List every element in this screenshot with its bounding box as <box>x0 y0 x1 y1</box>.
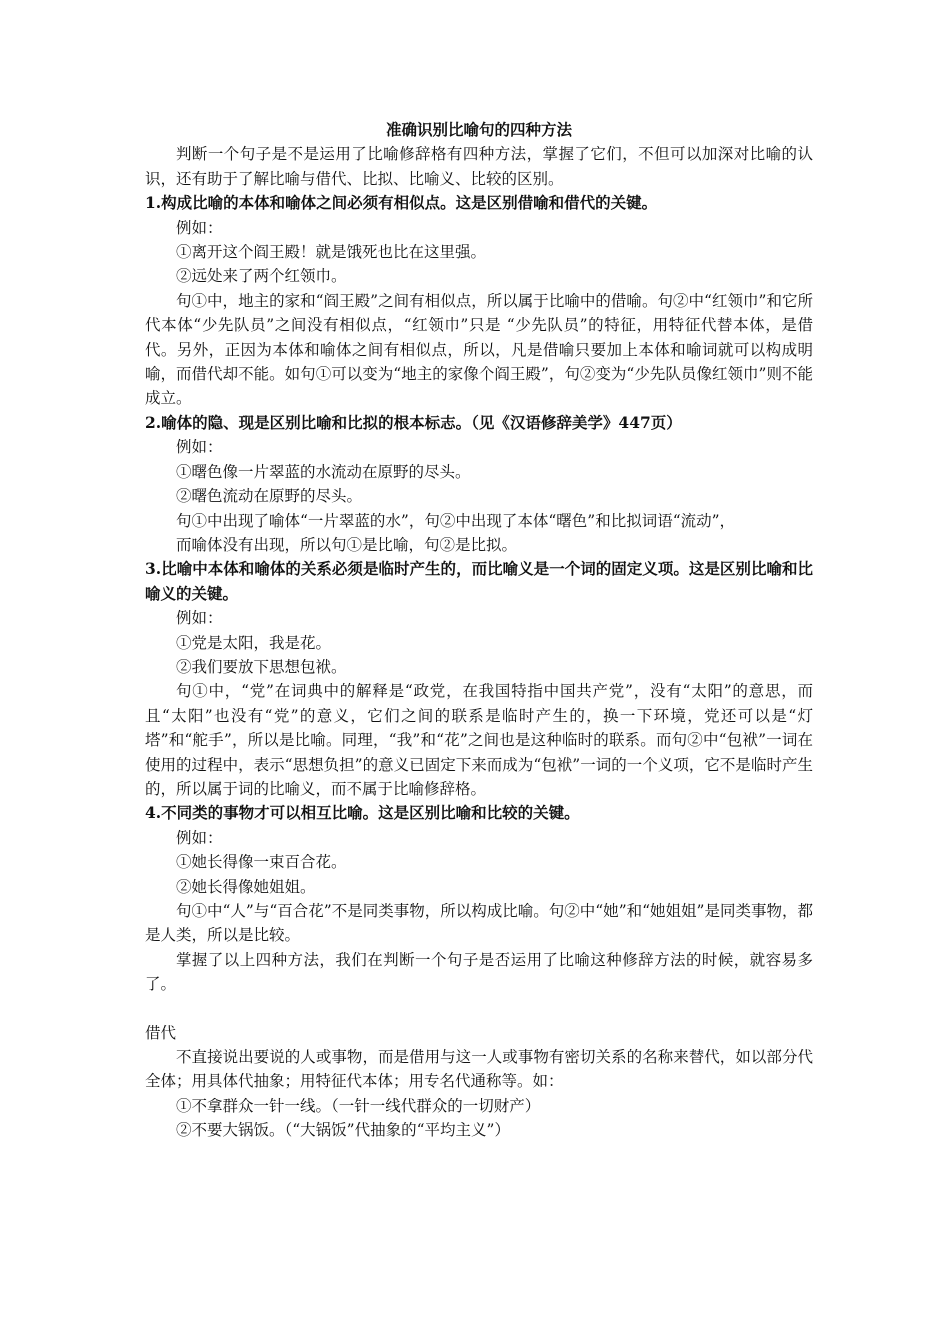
section-1-example-2: ②远处来了两个红领巾。 <box>176 267 347 286</box>
section-1-example-label: 例如： <box>176 218 223 237</box>
jiedai-example-1: ①不拿群众一针一线。（一针一线代群众的一切财产） <box>176 1096 541 1115</box>
section-3-analysis: 句①中，“党”在词典中的解释是“政党，在我国特指中国共产党”，没有“太阳”的意思，而且“太阳”也没有“党”的意义，它们之间的联系是临时产生的，换一下环境，党还可以是“灯塔”和“舵手”，所以是比喻。同理，“我”和“花”之间也是这种临时的联系。而句②中“包袱”一词在使用的过程中，表示“思想负担”的意义已固定下来而成为“包袱”一词的一个义项，它不是临时产生的，所以属于词的比喻义，而不属于比喻修辞格。 <box>145 682 813 798</box>
section-3-example-2: ②我们要放下思想包袱。 <box>176 657 347 676</box>
section-3-example-label: 例如： <box>176 609 223 628</box>
section-2-example-1: ①曙色像一片翠蓝的水流动在原野的尽头。 <box>176 462 471 481</box>
section-3-heading: 3.比喻中本体和喻体的关系必须是临时产生的，而比喻义是一个词的固定义项。这是区别比喻和比喻义的关键。 <box>145 559 813 603</box>
jiedai-heading: 借代 <box>145 1023 177 1042</box>
section-2-heading: 2.喻体的隐、现是区别比喻和比拟的根本标志。（见《汉语修辞美学》447页） <box>145 412 682 432</box>
document-page <box>145 118 813 1143</box>
section-1-analysis: 句①中，地主的家和“阎王殿”之间有相似点，所以属于比喻中的借喻。句②中“红领巾”和它所代本体“少先队员”之间没有相似点，“红领巾”只是 “少先队员”的特征，用特征代替本体，是借代。另外，正因为本体和喻体之间有相似点，所以，凡是借喻只要加上本体和喻词就可以构成明喻，而借代却不能。如句①可以变为“地主的家像个阎王殿”，句②变为“少先队员像红领巾”则不能成立。 <box>145 291 813 408</box>
section-4-example-2: ②她长得像她姐姐。 <box>176 877 316 896</box>
section-4-example-1: ①她长得像一束百合花。 <box>176 853 347 872</box>
section-3-example-1: ①党是太阳，我是花。 <box>176 633 332 652</box>
jiedai-example-2: ②不要大锅饭。（“大锅饭”代抽象的“平均主义”） <box>176 1121 510 1140</box>
section-1-example-1: ①离开这个阎王殿！就是饿死也比在这里强。 <box>176 243 487 262</box>
intro-paragraph: 判断一个句子是不是运用了比喻修辞格有四种方法，掌握了它们，不但可以加深对比喻的认识，还有助于了解比喻与借代、比拟、比喻义、比较的区别。 <box>145 145 813 188</box>
section-4-heading: 4.不同类的事物才可以相互比喻。这是区别比喻和比较的关键。 <box>145 803 580 823</box>
section-2-example-2: ②曙色流动在原野的尽头。 <box>176 487 363 506</box>
document-title: 准确识别比喻句的四种方法 <box>385 120 572 139</box>
section-2-analysis-2: 而喻体没有出现，所以句①是比喻，句②是比拟。 <box>176 535 518 554</box>
blank-line <box>145 997 813 1021</box>
section-4-analysis: 句①中“人”与“百合花”不是同类事物，所以构成比喻。句②中“她”和“她姐姐”是同类事物，都是人类，所以是比较。 <box>145 902 813 945</box>
jiedai-definition: 不直接说出要说的人或事物，而是借用与这一人或事物有密切关系的名称来替代，如以部分代全体；用具体代抽象；用特征代本体；用专名代通称等。如： <box>145 1048 813 1091</box>
section-4-example-label: 例如： <box>176 828 223 847</box>
conclusion-paragraph: 掌握了以上四种方法，我们在判断一个句子是否运用了比喻这种修辞方法的时候，就容易多了。 <box>145 950 813 994</box>
section-2-analysis-1: 句①中出现了喻体“一片翠蓝的水”，句②中出现了本体“曙色”和比拟词语“流动”， <box>176 511 736 530</box>
section-2-example-label: 例如： <box>176 438 223 457</box>
section-1-heading: 1.构成比喻的本体和喻体之间必须有相似点。这是区别借喻和借代的关键。 <box>145 193 658 213</box>
